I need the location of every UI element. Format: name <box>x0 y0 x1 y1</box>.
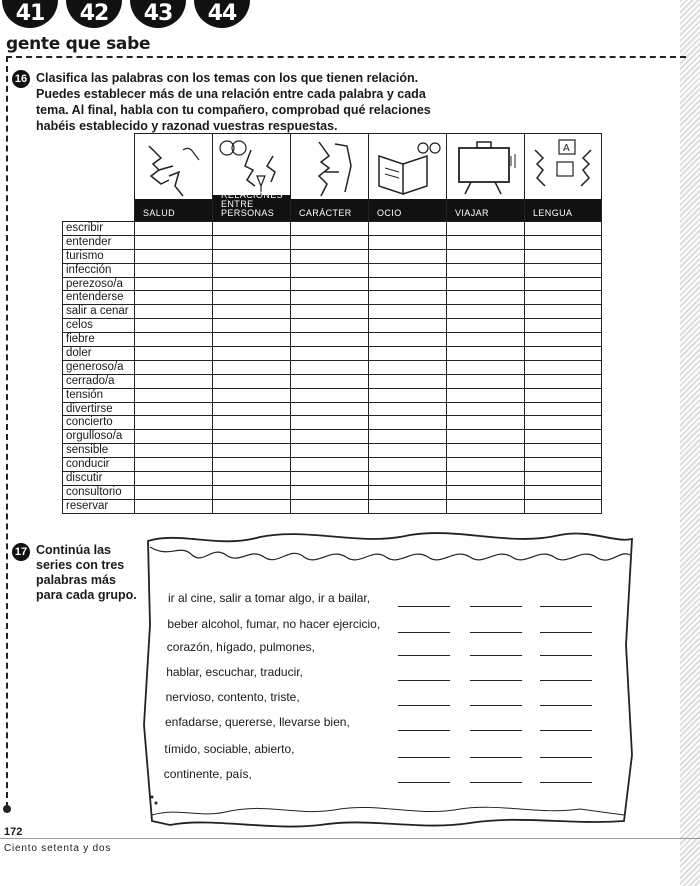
table-row <box>62 415 602 429</box>
answer-cell[interactable] <box>446 263 524 277</box>
table-row <box>62 235 602 249</box>
exercise-17-instructions: Continúa las series con tres palabras más para cada grupo. <box>36 543 137 602</box>
series-text: ir al cine, salir a tomar algo, ir a bailar, <box>168 591 371 605</box>
answer-cell[interactable] <box>446 457 524 471</box>
answer-cell[interactable] <box>446 374 524 388</box>
word-label: concierto <box>62 415 134 429</box>
answer-cell[interactable] <box>212 249 290 263</box>
answer-cell[interactable] <box>290 388 368 402</box>
word-label: sensible <box>62 443 134 457</box>
answer-cell[interactable] <box>368 249 446 263</box>
answer-cell[interactable] <box>212 471 290 485</box>
answer-cell[interactable] <box>290 471 368 485</box>
table-row <box>62 304 602 318</box>
answer-cell[interactable] <box>212 235 290 249</box>
answer-cell[interactable] <box>524 443 602 457</box>
answer-cell[interactable] <box>368 388 446 402</box>
answer-blank[interactable] <box>540 757 592 758</box>
answer-cell[interactable] <box>524 374 602 388</box>
answer-cell[interactable] <box>368 415 446 429</box>
word-label: doler <box>62 346 134 360</box>
answer-blank[interactable] <box>540 705 592 706</box>
dashed-rule <box>6 56 686 58</box>
answer-cell[interactable] <box>524 499 602 513</box>
answer-cell[interactable] <box>446 360 524 374</box>
answer-blank[interactable] <box>398 680 450 681</box>
answer-blank[interactable] <box>540 655 592 656</box>
margin-dot <box>3 805 11 813</box>
answer-blank[interactable] <box>470 730 522 731</box>
answer-cell[interactable] <box>134 388 212 402</box>
answer-cell[interactable] <box>524 360 602 374</box>
word-label: reservar <box>62 499 134 513</box>
table-row <box>62 346 602 360</box>
suitcase-icon <box>451 136 521 200</box>
answer-cell[interactable] <box>446 499 524 513</box>
table-row <box>62 249 602 263</box>
column-salud: SALUD <box>134 133 212 221</box>
answer-cell[interactable] <box>134 332 212 346</box>
answer-cell[interactable] <box>368 263 446 277</box>
answer-cell[interactable] <box>212 443 290 457</box>
word-label: generoso/a <box>62 360 134 374</box>
series-text: continente, país, <box>163 767 252 781</box>
answer-cell[interactable] <box>368 332 446 346</box>
table-row <box>62 485 602 499</box>
answer-cell[interactable] <box>368 443 446 457</box>
series-text: corazón, hígado, pulmones, <box>166 640 315 654</box>
answer-cell[interactable] <box>212 388 290 402</box>
answer-blank[interactable] <box>470 680 522 681</box>
answer-cell[interactable] <box>446 318 524 332</box>
table-row <box>62 318 602 332</box>
answer-cell[interactable] <box>446 402 524 416</box>
answer-cell[interactable] <box>134 415 212 429</box>
answer-blank[interactable] <box>540 730 592 731</box>
answer-blank[interactable] <box>470 782 522 783</box>
answer-cell[interactable] <box>212 277 290 291</box>
answer-blank[interactable] <box>398 655 450 656</box>
table-row <box>62 277 602 291</box>
unit-tab: 43 <box>130 0 186 28</box>
answer-cell[interactable] <box>134 374 212 388</box>
answer-cell[interactable] <box>524 485 602 499</box>
answer-cell[interactable] <box>134 402 212 416</box>
answer-cell[interactable] <box>524 318 602 332</box>
answer-cell[interactable] <box>446 443 524 457</box>
word-label: infección <box>62 263 134 277</box>
answer-cell[interactable] <box>212 402 290 416</box>
answer-cell[interactable] <box>524 346 602 360</box>
answer-cell[interactable] <box>290 457 368 471</box>
answer-cell[interactable] <box>134 304 212 318</box>
series-text: beber alcohol, fumar, no hacer ejercicio, <box>167 617 381 631</box>
column-lengua: A LENGUA <box>524 133 602 221</box>
answer-blank[interactable] <box>398 705 450 706</box>
answer-cell[interactable] <box>290 318 368 332</box>
answer-cell[interactable] <box>290 263 368 277</box>
word-label: entenderse <box>62 290 134 304</box>
answer-cell[interactable] <box>134 443 212 457</box>
answer-blank[interactable] <box>540 632 592 633</box>
series-text: nervioso, contento, triste, <box>165 690 300 704</box>
answer-cell[interactable] <box>290 402 368 416</box>
answer-blank[interactable] <box>398 632 450 633</box>
svg-text:A: A <box>563 143 570 154</box>
thinking-person-icon <box>295 136 365 200</box>
answer-cell[interactable] <box>212 415 290 429</box>
answer-cell[interactable] <box>446 485 524 499</box>
word-label: conducir <box>62 457 134 471</box>
answer-cell[interactable] <box>290 249 368 263</box>
answer-cell[interactable] <box>368 374 446 388</box>
answer-cell[interactable] <box>212 457 290 471</box>
table-row <box>62 471 602 485</box>
answer-cell[interactable] <box>524 249 602 263</box>
page-number-words: Ciento setenta y dos <box>4 843 112 854</box>
answer-blank[interactable] <box>540 680 592 681</box>
unit-tabs <box>2 0 250 28</box>
answer-cell[interactable] <box>134 360 212 374</box>
answer-cell[interactable] <box>212 221 290 235</box>
answer-cell[interactable] <box>212 374 290 388</box>
answer-cell[interactable] <box>368 290 446 304</box>
answer-cell[interactable] <box>368 499 446 513</box>
answer-cell[interactable] <box>290 374 368 388</box>
answer-cell[interactable] <box>134 221 212 235</box>
answer-cell[interactable] <box>446 429 524 443</box>
exercise-16-instructions: Clasifica las palabras con los temas con los que tienen relación. Puedes establecer más de una relación entre cada palabra y cada tema. Al final, habla con tu compañero, comprobad qué relaciones habéis establecido y razonad vuestras respuestas. <box>36 71 431 133</box>
answer-blank[interactable] <box>470 655 522 656</box>
answer-cell[interactable] <box>524 304 602 318</box>
answer-cell[interactable] <box>212 499 290 513</box>
answer-cell[interactable] <box>524 332 602 346</box>
answer-cell[interactable] <box>524 415 602 429</box>
answer-cell[interactable] <box>134 485 212 499</box>
speaking-people-icon <box>529 136 599 200</box>
answer-cell[interactable] <box>134 471 212 485</box>
footer-rule <box>0 838 700 839</box>
answer-cell[interactable] <box>290 290 368 304</box>
word-label: consultorio <box>62 485 134 499</box>
column-caracter: CARÁCTER <box>290 133 368 221</box>
table-row <box>62 332 602 346</box>
answer-blank[interactable] <box>470 757 522 758</box>
answer-cell[interactable] <box>368 429 446 443</box>
word-label: entender <box>62 235 134 249</box>
word-label: fiebre <box>62 332 134 346</box>
answer-cell[interactable] <box>290 332 368 346</box>
exercise-17-number: 17 <box>12 543 30 561</box>
answer-cell[interactable] <box>212 332 290 346</box>
answer-cell[interactable] <box>134 457 212 471</box>
word-label: turismo <box>62 249 134 263</box>
table-row <box>62 457 602 471</box>
answer-blank[interactable] <box>398 757 450 758</box>
answer-blank[interactable] <box>470 705 522 706</box>
answer-cell[interactable] <box>368 457 446 471</box>
answer-cell[interactable] <box>134 318 212 332</box>
table-row <box>62 443 602 457</box>
column-ocio: OCIO <box>368 133 446 221</box>
answer-cell[interactable] <box>524 277 602 291</box>
answer-cell[interactable] <box>134 263 212 277</box>
answer-cell[interactable] <box>368 318 446 332</box>
answer-blank[interactable] <box>398 782 450 783</box>
answer-cell[interactable] <box>212 263 290 277</box>
exercise-16-number: 16 <box>12 70 30 88</box>
series-text: tímido, sociable, abierto, <box>164 742 295 756</box>
table-row <box>62 499 602 513</box>
answer-cell[interactable] <box>290 443 368 457</box>
answer-cell[interactable] <box>446 332 524 346</box>
answer-cell[interactable] <box>368 235 446 249</box>
answer-cell[interactable] <box>290 304 368 318</box>
answer-cell[interactable] <box>290 221 368 235</box>
answer-cell[interactable] <box>368 402 446 416</box>
answer-cell[interactable] <box>524 402 602 416</box>
answer-cell[interactable] <box>446 235 524 249</box>
answer-cell[interactable] <box>524 429 602 443</box>
answer-cell[interactable] <box>446 290 524 304</box>
answer-cell[interactable] <box>524 221 602 235</box>
dashed-margin <box>6 56 8 808</box>
answer-cell[interactable] <box>368 277 446 291</box>
answer-cell[interactable] <box>212 290 290 304</box>
answer-blank[interactable] <box>540 782 592 783</box>
word-label: celos <box>62 318 134 332</box>
answer-cell[interactable] <box>446 346 524 360</box>
answer-cell[interactable] <box>134 290 212 304</box>
answer-cell[interactable] <box>524 388 602 402</box>
answer-cell[interactable] <box>134 277 212 291</box>
answer-cell[interactable] <box>446 471 524 485</box>
unit-tab: 42 <box>66 0 122 28</box>
table-row <box>62 388 602 402</box>
classification-table <box>62 133 602 514</box>
answer-blank[interactable] <box>470 632 522 633</box>
table-row <box>62 374 602 388</box>
word-label: divertirse <box>62 402 134 416</box>
answer-cell[interactable] <box>524 235 602 249</box>
page-edge-shade <box>680 0 700 886</box>
table-body <box>62 221 602 514</box>
answer-blank[interactable] <box>540 606 592 607</box>
word-label: salir a cenar <box>62 304 134 318</box>
table-row <box>62 221 602 235</box>
answer-cell[interactable] <box>368 471 446 485</box>
answer-cell[interactable] <box>446 304 524 318</box>
answer-cell[interactable] <box>212 429 290 443</box>
answer-cell[interactable] <box>212 304 290 318</box>
sick-person-icon <box>139 136 209 200</box>
table-row <box>62 402 602 416</box>
word-label: cerrado/a <box>62 374 134 388</box>
series-text: hablar, escuchar, traducir, <box>166 665 303 679</box>
answer-cell[interactable] <box>212 318 290 332</box>
answer-blank[interactable] <box>398 730 450 731</box>
answer-cell[interactable] <box>368 304 446 318</box>
answer-cell[interactable] <box>290 346 368 360</box>
word-label: discutir <box>62 471 134 485</box>
word-label: perezoso/a <box>62 277 134 291</box>
answer-cell[interactable] <box>368 485 446 499</box>
answer-cell[interactable] <box>290 360 368 374</box>
table-row <box>62 429 602 443</box>
answer-cell[interactable] <box>524 457 602 471</box>
answer-cell[interactable] <box>212 346 290 360</box>
page-number: 172 <box>4 826 23 838</box>
answer-cell[interactable] <box>290 499 368 513</box>
table-header <box>134 133 602 221</box>
answer-cell[interactable] <box>134 499 212 513</box>
word-label: tensión <box>62 388 134 402</box>
unit-tab: 41 <box>2 0 58 28</box>
answer-cell[interactable] <box>368 346 446 360</box>
column-viajar: VIAJAR <box>446 133 524 221</box>
table-row <box>62 263 602 277</box>
answer-cell[interactable] <box>290 277 368 291</box>
table-row <box>62 360 602 374</box>
answer-blank[interactable] <box>398 606 450 607</box>
answer-cell[interactable] <box>134 346 212 360</box>
answer-cell[interactable] <box>290 415 368 429</box>
series-text: enfadarse, quererse, llevarse bien, <box>165 715 350 729</box>
reading-person-icon <box>373 136 443 200</box>
answer-cell[interactable] <box>134 249 212 263</box>
answer-cell[interactable] <box>212 485 290 499</box>
answer-cell[interactable] <box>446 249 524 263</box>
answer-cell[interactable] <box>290 235 368 249</box>
answer-cell[interactable] <box>524 471 602 485</box>
answer-cell[interactable] <box>446 221 524 235</box>
answer-blank[interactable] <box>470 606 522 607</box>
answer-cell[interactable] <box>524 290 602 304</box>
answer-cell[interactable] <box>446 415 524 429</box>
answer-cell[interactable] <box>134 235 212 249</box>
answer-cell[interactable] <box>446 277 524 291</box>
answer-cell[interactable] <box>368 360 446 374</box>
answer-cell[interactable] <box>290 429 368 443</box>
word-label: orgulloso/a <box>62 429 134 443</box>
answer-cell[interactable] <box>212 360 290 374</box>
column-relaciones: RELACIONES ENTRE PERSONAS <box>212 133 290 221</box>
word-label: escribir <box>62 221 134 235</box>
unit-tab: 44 <box>194 0 250 28</box>
answer-cell[interactable] <box>290 485 368 499</box>
answer-cell[interactable] <box>524 263 602 277</box>
table-row <box>62 290 602 304</box>
section-title: gente que sabe <box>6 34 151 54</box>
answer-cell[interactable] <box>368 221 446 235</box>
answer-cell[interactable] <box>134 429 212 443</box>
answer-cell[interactable] <box>446 388 524 402</box>
